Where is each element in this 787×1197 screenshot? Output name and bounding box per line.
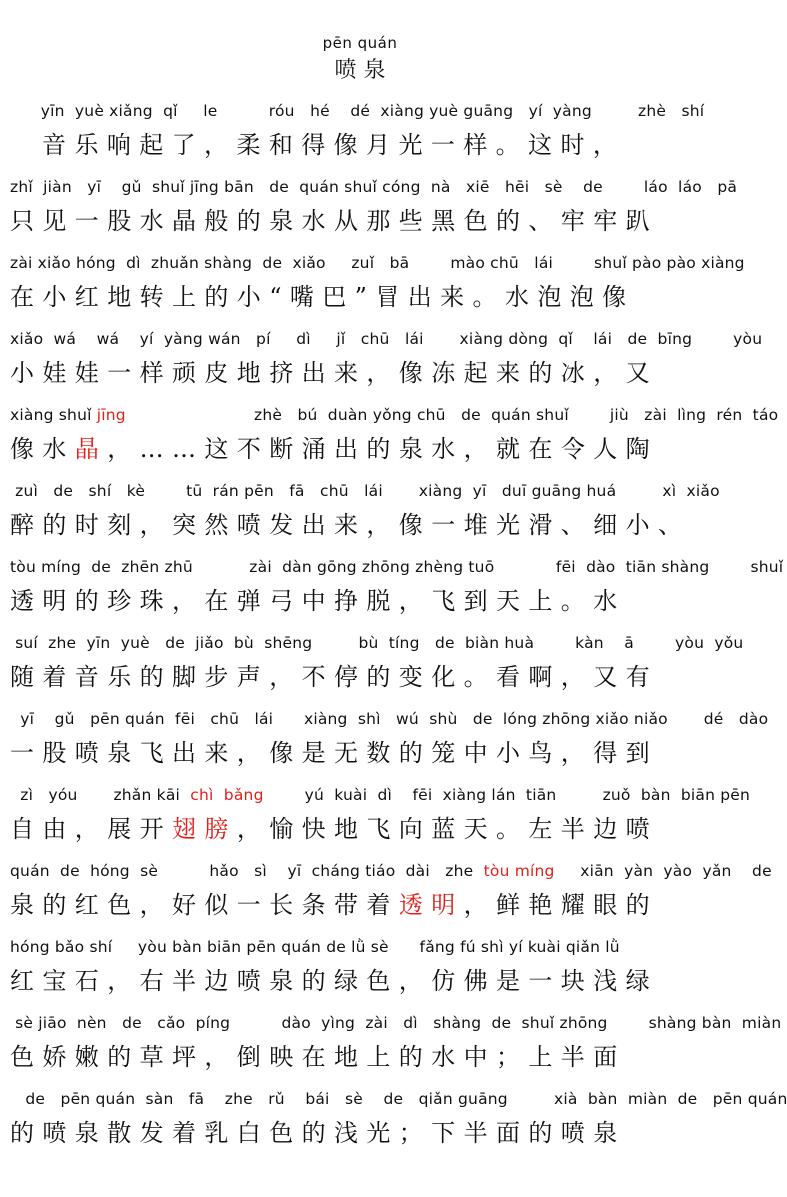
text-line — [10, 252, 745, 314]
highlighted-hanzi: 翅膀 — [172, 815, 237, 843]
highlighted-pinyin: chì bǎng — [190, 786, 264, 804]
hanzi-line — [10, 128, 712, 162]
text-line — [10, 480, 720, 542]
pinyin-segment: zài xiǎo hóng dì zhuǎn shàng de xiǎo zuǐ bā mào chū lái shuǐ pào pào xiàng — [10, 254, 745, 272]
pinyin-line — [10, 632, 744, 654]
hanzi-line — [10, 356, 712, 390]
pinyin-line — [10, 252, 745, 274]
hanzi-segment: 随着音乐的脚步声，不停的变化。看啊，又有 — [10, 663, 658, 691]
pinyin-line — [10, 860, 772, 882]
hanzi-segment: 红宝石，右半边喷泉的绿色，仿佛是一块浅绿 — [10, 967, 658, 995]
pinyin-segment: xiǎo wá wá yí yàng wán pí dì jǐ chū lái xiàng dòng qǐ lái de bīng yòu — [10, 330, 763, 348]
hanzi-line — [10, 204, 712, 238]
hanzi-line — [10, 432, 712, 466]
pinyin-segment: xiān yàn yào yǎn de — [554, 862, 772, 880]
text-line — [10, 632, 744, 694]
text-line — [10, 784, 751, 846]
hanzi-segment: 的喷泉散发着乳白色的浅光；下半面的喷泉 — [10, 1119, 626, 1147]
hanzi-segment: 一股喷泉飞出来，像是无数的笼中小鸟，得到 — [10, 739, 658, 767]
pinyin-line — [10, 556, 784, 578]
pinyin-segment: sè jiāo nèn de cǎo píng dào yìng zài dì shàng de shuǐ zhōng shàng bàn miàn — [10, 1014, 782, 1032]
pinyin-segment: tòu míng de zhēn zhū zài dàn gōng zhōng zhèng tuō fēi dào tiān shàng shuǐ — [10, 558, 784, 576]
hanzi-segment: 透明的珍珠，在弹弓中挣脱，飞到天上。水 — [10, 587, 626, 615]
hanzi-segment: 像水 — [10, 435, 75, 463]
text-line — [10, 708, 769, 770]
hanzi-segment: 醉的时刻，突然喷发出来，像一堆光滑、细小、 — [10, 511, 691, 539]
pinyin-segment: zì yóu zhǎn kāi — [10, 786, 191, 804]
highlighted-hanzi: 透明 — [398, 891, 464, 919]
hanzi-segment: 只见一股水晶般的泉水从那些黑色的、牢牢趴 — [10, 207, 658, 235]
pinyin-line — [10, 708, 769, 730]
hanzi-line — [10, 888, 712, 922]
text-body — [0, 100, 787, 1150]
pinyin-line — [10, 1012, 782, 1034]
hanzi-line — [10, 584, 712, 618]
highlighted-hanzi: 晶 — [74, 435, 108, 463]
pinyin-segment: quán de hóng sè hǎo sì yī cháng tiáo dài zhe — [10, 862, 484, 880]
pinyin-segment: zhè bú duàn yǒng chū de quán shuǐ jiù zài lìng rén táo — [125, 406, 779, 424]
pinyin-line — [10, 480, 720, 502]
text-line — [10, 1012, 782, 1074]
hanzi-segment: ，鲜艳耀眼的 — [463, 891, 659, 919]
text-line — [10, 404, 779, 466]
pinyin-line — [10, 784, 751, 806]
hanzi-line — [10, 280, 712, 314]
pinyin-segment: yú kuài dì fēi xiàng lán tiān zuǒ bàn biān pēn — [263, 786, 751, 804]
pinyin-line — [10, 936, 712, 958]
pinyin-line — [10, 328, 763, 350]
title-hanzi: 喷 泉 — [334, 58, 386, 83]
hanzi-segment: 泉的红色，好似一长条带着 — [10, 891, 399, 919]
hanzi-line — [10, 1116, 712, 1150]
pinyin-line — [10, 100, 712, 122]
text-line — [10, 328, 763, 390]
text-line — [10, 936, 712, 998]
hanzi-segment: 色娇嫩的草坪，倒映在地上的水中；上半面 — [10, 1043, 626, 1071]
hanzi-line — [10, 1040, 712, 1074]
hanzi-segment: 小娃娃一样顽皮地挤出来，像冻起来的冰，又 — [10, 359, 658, 387]
hanzi-line — [10, 812, 712, 846]
hanzi-line — [10, 508, 712, 542]
pinyin-segment: xiàng shuǐ — [10, 406, 97, 424]
pinyin-line — [10, 176, 738, 198]
hanzi-segment: 在小红地转上的小“嘴巴”冒出来。水泡泡像 — [10, 283, 635, 311]
title-block — [0, 0, 720, 84]
hanzi-segment: 音乐响起了，柔和得像月光一样。这时， — [10, 131, 626, 159]
hanzi-line — [10, 660, 712, 694]
text-line — [10, 860, 772, 922]
pinyin-segment: yī gǔ pēn quán fēi chū lái xiàng shì wú shù de lóng zhōng xiǎo niǎo dé dào — [10, 710, 769, 728]
text-line — [10, 1088, 787, 1150]
pinyin-segment: yīn yuè xiǎng qǐ le róu hé dé xiàng yuè guāng yí yàng zhè shí — [10, 102, 705, 120]
pinyin-line — [10, 404, 779, 426]
text-line — [10, 556, 784, 618]
pinyin-segment: zuì de shí kè tū rán pēn fā chū lái xiàng yī duī guāng huá xì xiǎo — [10, 482, 720, 500]
highlighted-pinyin: jīng — [96, 406, 126, 424]
highlighted-pinyin: tòu míng — [483, 862, 555, 880]
text-line — [10, 176, 738, 238]
pinyin-segment: hóng bǎo shí yòu bàn biān pēn quán de lǜ sè fǎng fú shì yí kuài qiǎn lǜ — [10, 938, 620, 956]
text-line — [10, 100, 712, 162]
hanzi-segment: ，愉快地飞向蓝天。左半边喷 — [236, 815, 659, 843]
pinyin-line — [10, 1088, 787, 1110]
hanzi-segment: ，……这不断涌出的泉水，就在令人陶 — [107, 435, 659, 463]
hanzi-segment: 自由，展开 — [10, 815, 172, 843]
pinyin-segment: de pēn quán sàn fā zhe rǔ bái sè de qiǎn guāng xià bàn miàn de pēn quán — [10, 1090, 787, 1108]
pinyin-segment: zhǐ jiàn yī gǔ shuǐ jīng bān de quán shuǐ cóng nà xiē hēi sè de láo láo pā — [10, 178, 738, 196]
hanzi-line — [10, 964, 712, 998]
hanzi-line — [10, 736, 712, 770]
title-pinyin: pēn quán — [322, 34, 398, 52]
pinyin-segment: suí zhe yīn yuè de jiǎo bù shēng bù tíng de biàn huà kàn ā yòu yǒu — [10, 634, 744, 652]
